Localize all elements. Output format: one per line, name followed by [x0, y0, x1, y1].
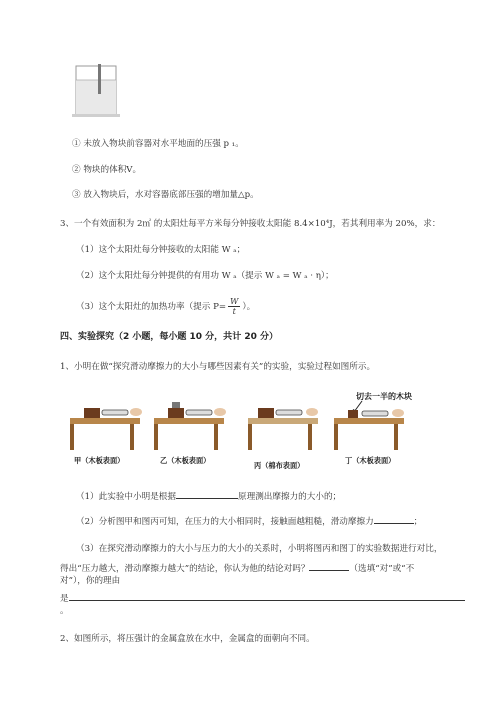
- setup-ding: [330, 402, 420, 452]
- exp2-stem: 2、如图所示，将压强计的金属盒放在水中，金属盒的面朝向不同。: [60, 634, 315, 644]
- q3-sub3-prefix: （3）这个太阳灶的加热功率（提示 P=: [76, 302, 227, 312]
- q3-stem: 3、一个有效面积为 2㎡ 的太阳灶每平方米每分钟接收太阳能 8.4×10⁴J，若其利用率为 20%，求：: [60, 219, 441, 229]
- caption-jia: 甲（木板表面）: [74, 456, 125, 465]
- answer-blank-1[interactable]: [176, 489, 238, 499]
- exp1-s3-line3: 对”），你的理由: [60, 576, 121, 586]
- cut-half-label: 切去一半的木块: [356, 392, 412, 401]
- q3-sub3-suffix: ）。: [242, 302, 256, 312]
- setup-bing: [244, 402, 334, 452]
- caption-bing: 丙（棉布表面）: [254, 461, 305, 470]
- answer-blank-3[interactable]: [309, 561, 349, 571]
- container-figure: [68, 62, 128, 120]
- q3-sub3: [76, 296, 255, 318]
- answer-blank-2[interactable]: [374, 514, 414, 524]
- fraction-denominator: t: [232, 307, 236, 316]
- q3-sub2: （2）这个太阳灶每分钟提供的有用功 W ₐ（提示 W ₐ = W ₐ · η）；: [76, 271, 334, 281]
- exp1-s3-line2: [60, 561, 414, 575]
- exp1-s3-line4: [60, 591, 465, 605]
- exp1-s3-line2b: （选填“对”或“不: [349, 564, 415, 574]
- setup-jia: [66, 402, 156, 452]
- exp1-s2: [76, 514, 422, 528]
- q2-item-2: ② 物块的体积V。: [72, 165, 142, 175]
- exp1-s3-line2a: 得出“压力越大，滑动摩擦力越大”的结论，你认为他的结论对吗？: [60, 564, 310, 574]
- exp1-stem: 1、小明在做“探究滑动摩擦力的大小与哪些因素有关”的实验，实验过程如图所示。: [60, 362, 376, 372]
- exp1-s2-text: （2）分析图甲和图丙可知，在压力的大小相同时，接触面越粗糙，滑动摩擦力: [76, 517, 374, 527]
- caption-ding: 丁（木板表面）: [345, 456, 396, 465]
- exp1-s3-line4-text: 是: [60, 594, 69, 604]
- exp1-s1-suffix: 原理测出摩擦力的大小的；: [238, 492, 342, 502]
- setup-yi: [150, 402, 240, 452]
- section-4-heading: 四、实验探究（2 小题，每小题 10 分，共计 20 分）: [60, 332, 278, 342]
- power-fraction: [228, 297, 240, 316]
- exp1-s1: [76, 489, 341, 503]
- exp1-s3-line5: 。: [60, 606, 69, 616]
- fraction-numerator: W: [230, 297, 239, 306]
- answer-blank-reason[interactable]: [69, 591, 465, 601]
- q2-item-3: ③ 放入物块后，水对容器底部压强的增加量△p。: [72, 190, 259, 200]
- q2-item-1: ① 未放入物块前容器对水平地面的压强 p ₁。: [72, 139, 244, 149]
- exp1-s3-line1: （3）在探究滑动摩擦力的大小与压力的大小的关系时，小明将图丙和图丁的实验数据进行对比，: [76, 544, 443, 554]
- exp1-s2-end: ；: [413, 517, 423, 527]
- exp1-s1-prefix: （1）此实验中小明是根据: [76, 492, 176, 502]
- q3-sub1: （1）这个太阳灶每分钟接收的太阳能 W ₐ；: [76, 245, 246, 255]
- caption-yi: 乙（木板表面）: [160, 456, 211, 465]
